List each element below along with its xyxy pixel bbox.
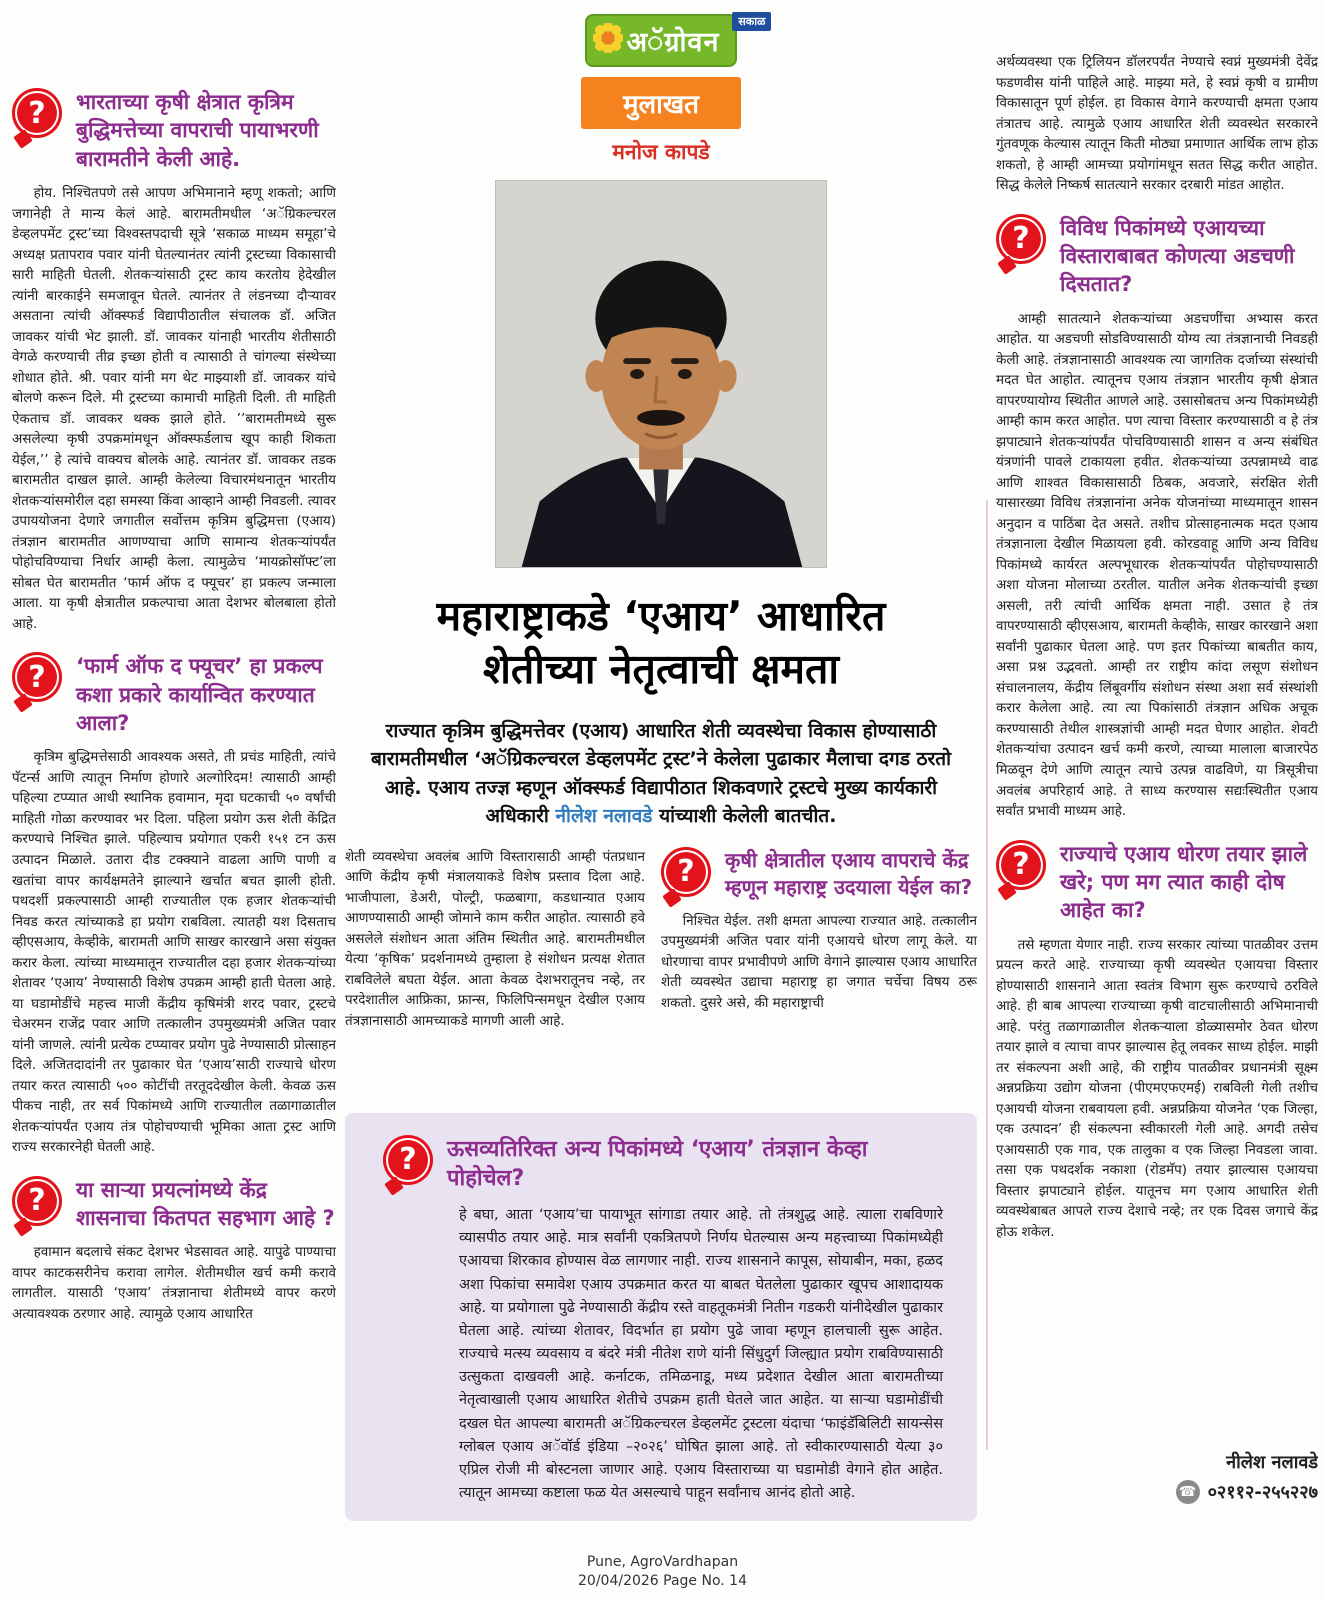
footer-publication: Pune, AgroVardhapan xyxy=(586,1553,739,1570)
agrowon-logo: अॅग्रोवन xyxy=(585,14,738,67)
question-block xyxy=(12,88,336,173)
question-column xyxy=(661,847,977,1099)
question-bubble-icon: ? xyxy=(12,652,64,704)
answer-paragraph: निश्चित येईल. तशी क्षमता आपल्या राज्यात आहे. तत्कालीन उपमुख्यमंत्री अजित पवार यांनी एआयचे धोरण लागू केले. या धोरणाचा वापर प्रभावीपणे आणि वेगाने झाल्यास एआय आधारित शेती व्यवस्थेत उद्याचा महाराष्ट्र हा जगात चर्चेचा विषय ठरू शकतो. दुसरे असे, की महाराष्ट्राची xyxy=(661,912,977,1011)
continuation-paragraph: शेती व्यवस्थेचा अवलंब आणि विस्तारासाठी आम्ही पंतप्रधान आणि केंद्रीय कृषी मंत्रालयाकडे विशेष प्रस्ताव दिला आहे. भाजीपाला, डेअरी, पोल्ट्री, फळबागा, कडधान्यात एआय आणण्यासाठी आम्ही जोमाने काम करीत आहोत. त्यासाठी हवे असलेले संशोधन आता अंतिम स्थितीत आहे. बारामतीमधील येत्या ‘कृषिक’ प्रदर्शनामध्ये तुम्हाला हे संशोधन प्रत्यक्ष शेतात राबविलेले बघता येईल. आता केवळ देशभरातूनच नव्हे, तर परदेशातील आफ्रिका, फ्रान्स, फिलिपिन्समधून देखील एआय तंत्रज्ञानासाठी आमच्याकडे मागणी आली आहे. xyxy=(345,848,645,1029)
right-column xyxy=(996,52,1318,1504)
section-badge: मुलाखत xyxy=(581,77,741,129)
question-bubble-icon: ? xyxy=(996,214,1048,266)
portrait-photo xyxy=(495,180,827,568)
phone-icon: ☎ xyxy=(1176,1480,1200,1504)
answer-paragraph: हवामान बदलाचे संकट देशभर भेडसावत आहे. यापुढे पाण्याचा वापर काटकसरीनेच करावा लागेल. शेतीमधील खर्च कमी करावे लागतील. यासाठी ‘एआय’ तंत्रज्ञानाचा शेतीमध्ये वापर करणे अत्यावश्यक ठरणार आहे. त्यामुळे एआय आधारित xyxy=(12,1244,336,1322)
answer-paragraph: आम्ही सातत्याने शेतकऱ्यांच्या अडचणींचा अभ्यास करत आहोत. या अडचणी सोडविण्यासाठी योग्य त्या तंत्रज्ञानाची निवडही केली आहे. तंत्रज्ञानासाठी आवश्यक त्या जागतिक दर्जाच्या संस्थांची मदत घेत आहोत. त्यातूनच एआय तंत्रज्ञान भारतीय कृषी क्षेत्रात वापरण्यायोग्य स्थितीत आणले आहे. उसासोबतच अन्य पिकांमध्येही आम्ही काम करत आहोत. पण त्याचा विस्तार करण्यासाठी व हे तंत्र झपाट्याने शेतकऱ्यांपर्यंत पोचविण्यासाठी शासन व अन्य संबंधित यंत्रणांनी पावले टाकायला हवीत. शेतकऱ्यांच्या उत्पन्नामध्ये वाढ आणि शाश्वत विकासासाठी ठिबक, अवजारे, संरक्षित शेती यासारख्या विविध तंत्रज्ञानांना अनेक योजनांच्या माध्यमातून शासन अनुदान व पाठिंबा देत असते. तशीच प्रोत्साहनात्मक मदत एआय तंत्रज्ञानाला देखील मिळायला हवी. कोरडवाहू आणि अन्य विविध पिकांमध्ये कार्यरत अल्पभूधारक शेतकऱ्यांपर्यंत पोहोचण्यासाठी अशा योजना मोलाच्या ठरतील. यातील अनेक शेतकऱ्यांची इच्छा असली, तरी त्यांची आर्थिक क्षमता नाही. उसात हे तंत्र वापरण्यासाठी व्हीएसआय, बारामती केव्हीके, साखर कारखाने अशा सर्वांनी पुढाकार घेतला आहे. पण इतर पिकांच्या बाबतीत काय, असा प्रश्न उद्भवतो. आम्ही तर राष्ट्रीय कांदा लसूण संशोधन संचालनालय, केंद्रीय लिंबूवर्गीय संशोधन संस्था अशा सर्व संस्थांशी करार केलेला आहे. त्या त्या पिकांसाठी तंत्रज्ञान अधिक अचूक करण्यासाठी तेथील शास्त्रज्ञांची आम्ही मदत घेणार आहोत. शेवटी शेतकऱ्यांचा उत्पादन खर्च कमी करणे, त्याच्या मालाला बाजारपेठ मिळवून देणे आणि त्यातून त्याचे उत्पन्न वाढविणे, या त्रिसूत्रीचा अवलंब अपरिहार्य आहे. ते साध्य करण्यास सद्यःस्थितीत एआय सर्वांत प्रभावी माध्यम आहे. xyxy=(996,310,1318,820)
question-block xyxy=(996,214,1318,299)
answer-paragraph: तसे म्हणता येणार नाही. राज्य सरकार त्यांच्या पातळीवर उत्तम प्रयत्न करते आहे. राज्याच्या कृषी व्यवस्थेत एआयचा विस्तार होण्यासाठी शासनाने आता स्वतंत्र विभाग सुरू करण्याचे ठरविले आहे. ही बाब आपल्या राज्याच्या कृषी वाटचालीसाठी अभिमानाची आहे. परंतु तळागाळातील शेतकऱ्याला डोळ्यासमोर ठेवत धोरण तयार झाले व त्याचा वापर झाल्यास हेतू लवकर साध्य होईल. माझी तर संकल्पना अशी आहे, की राष्ट्रीय पातळीवर प्रधानमंत्री सूक्ष्म अन्नप्रक्रिया उद्योग योजना (पीएमएफएमई) राबविली गेली तशीच एआयची योजना राबवायला हवी. अन्नप्रक्रिया योजनेत ‘एक जिल्हा, एक उत्पादन’ ही संकल्पना स्वीकारली गेली आहे. अगदी तसेच एआयसाठी एक गाव, एक तालुका व एक जिल्हा निवडला जावा. तसा एक पथदर्शक नकाशा (रोडमॅप) तयार झाल्यास एआयचा विस्तार झपाट्याने होईल. यातूनच मग एआय आधारित शेती व्यवस्थेबाबत आपले राज्य देशाचे नव्हे; तर एक दिवस जगाचे केंद्र होऊ शकेल. xyxy=(996,936,1318,1240)
column-divider xyxy=(986,500,988,1450)
answer-paragraph: हे बघा, आता ‘एआय’चा पायाभूत सांगाडा तयार आहे. तो तंत्रशुद्ध आहे. त्याला राबविणारे व्यासपीठ तयार आहे. मात्र सर्वांनी एकत्रितपणे निर्णय घेतल्यास अन्य महत्त्वाच्या पिकांमध्येही एआयचा शिरकाव होण्यास वेळ लागणार नाही. राज्य शासनाने कापूस, सोयाबीन, मका, हळद अशा पिकांचा समावेश एआय उपक्रमात करत या बाबत घेतलेला पुढाकार खूपच आशादायक आहे. या प्रयोगाला पुढे नेण्यासाठी केंद्रीय रस्ते वाहतूकमंत्री नितीन गडकरी यांनीदेखील पुढाकार घेतला आहे. त्यांच्या शेतावर, विदर्भात हा प्रयोग पुढे जावा म्हणून हालचाली सुरू आहेत. राज्याचे मत्स्य व्यवसाय व बंदरे मंत्री नीतेश राणे यांनी सिंधुदुर्ग जिल्ह्यात प्रयोग राबविण्यासाठी उत्सुकता दाखवली आहे. कर्नाटक, तमिळनाडू, मध्य प्रदेशात देखील आता बारामतीच्या नेतृत्वाखाली एआय आधारित शेतीचे उपक्रम हाती घेतले जात आहेत. या साऱ्या घडामोडींची दखल घेत आपल्या बारामती अॅग्रिकल्चरल डेव्हलमेंट ट्रस्टला यंदाचा ‘फाइंडॅबिलिटी सायन्सेस ग्लोबल एआय अॅवॉर्ड इंडिया –२०२६’ घोषित झाला आहे. तो स्वीकारण्यासाठी येत्या ३० एप्रिल रोजी मी बोस्टनला जाणार आहे. एआय विस्ताराच्या या घडामोडी वेगाने होत आहेत. त्यातून आमच्या कष्टाला फळ येत असल्याचे पाहून सर्वांनाच आनंद होतो आहे. xyxy=(459,1206,943,1502)
question-block xyxy=(383,1135,943,1194)
question-block xyxy=(12,1176,336,1233)
flower-icon xyxy=(593,23,623,53)
question-bubble-icon: ? xyxy=(12,1176,64,1228)
question-heading: भारताच्या कृषी क्षेत्रात कृत्रिम बुद्धिमत्तेच्या वापराची पायाभरणी बारामतीने केली आहे. xyxy=(76,90,319,171)
signature-name: नीलेश नलावडे xyxy=(1226,1452,1318,1473)
question-heading: विविध पिकांमध्ये एआयच्या विस्ताराबाबत कोणत्या अडचणी दिसतात? xyxy=(1060,215,1295,297)
answer-paragraph: होय. निश्चितपणे तसे आपण अभिमानाने म्हणू शकतो; आणि जगानेही ते मान्य केलं आहे. बारामतीमधील ‘अॅग्रिकल्चरल डेव्हलपमेंट ट्रस्ट’च्या विश्वस्तपदाची सूत्रे ‘सकाळ माध्यम समूहा’चे अध्यक्ष प्रतापराव पवार यांनी घेतल्यानंतर त्यांनी ट्रस्टच्या विकासाची सारी माहिती घेतली. शेतकऱ्यांसाठी ट्रस्ट काय करतोय हेदेखील त्यांनी बारकाईने समजावून घेतले. त्यानंतर ते लंडनच्या दौऱ्यावर असताना त्यांची ऑक्स्फर्ड विद्यापीठातील संचालक डॉ. अजित जावकर यांची भेट झाली. डॉ. जावकर यांनाही भारतीय शेतीसाठी वेगळे करण्याची तीव्र इच्छा होती व त्यासाठी ते चांगल्या संस्थेच्या शोधात होते. श्री. पवार यांनी मग थेट माझ्याशी डॉ. जावकर यांचे बोलणे करून दिले. मी ट्रस्टच्या कामाची माहिती दिली. ती माहिती ऐकताच डॉ. जावकर थक्क झाले होते. ’’बारामतीमध्ये सुरू असलेल्या कृषी उपक्रमांमधून ऑक्स्फर्डलाच खूप काही शिकता येईल,’’ हे त्यांचे वाक्यच बोलके आहे. त्यानंतर डॉ. जावकर तडक बारामतीत दाखल झाले. आम्ही केलेल्या विचारमंथनातून भारतीय शेतकऱ्यांसमोरील दहा समस्या किंवा आव्हाने आम्ही निवडली. त्यावर उपाययोजना देणारे जगातील सर्वोत्तम कृत्रिम बुद्धिमत्ता (एआय) तंत्रज्ञान बारामतीत आणण्याचा आणि सामान्य शेतकऱ्यांपर्यंत पोहोचविण्याचा निर्धार आम्ही केला. त्यामुळेच ‘मायक्रोसॉफ्ट’ला सोबत घेत बारामतीत ‘फार्म ऑफ द फ्यूचर’ हा प्रकल्प जन्माला आला. या कृषी क्षेत्रातील प्रकल्पाचा आता देशभर बोलबाला होतो आहे. xyxy=(12,185,336,632)
author-byline: मनोज कापडे xyxy=(612,140,710,164)
question-bubble-icon: ? xyxy=(383,1135,435,1187)
question-heading: कृषी क्षेत्रातील एआय वापराचे केंद्र म्हणून महाराष्ट्र उदयाला येईल का? xyxy=(725,847,973,899)
continuation-paragraph: अर्थव्यवस्था एक ट्रिलियन डॉलरपर्यंत नेण्याचे स्वप्नं मुख्यमंत्री देवेंद्र फडणवीस यांनी पाहिले आहे. माझ्या मते, हे स्वप्नं कृषी व ग्रामीण विकासातून पूर्ण होईल. हा विकास वेगाने करण्याची क्षमता एआय तंत्रातच आहे. त्यामुळे एआय आधारित शेती व्यवस्थेत सरकारने गुंतवणूक केल्यास त्यातून किती मोठ्या प्रमाणात आर्थिक लाभ होऊ शकतो, हे आम्ही आमच्या प्रयोगांमधून सतत सिद्ध करीत आहोत. सिद्ध केलेले निष्कर्ष सातत्याने सरकार दरबारी मांडत आहोत. xyxy=(996,54,1318,194)
highlighted-name: नीलेश नलावडे xyxy=(555,805,653,828)
question-heading: राज्याचे एआय धोरण तयार झाले खरे; पण मग त्यात काही दोष आहेत का? xyxy=(1060,841,1308,923)
phone-number: ०२११२-२५५२२७ xyxy=(1207,1482,1318,1503)
contact-row xyxy=(996,1480,1318,1504)
question-heading: ऊसव्यतिरिक्त अन्य पिकांमध्ये ‘एआय’ तंत्रज्ञान केव्हा पोहोचेल? xyxy=(447,1136,868,1192)
question-bubble-icon: ? xyxy=(996,840,1048,892)
intro-paragraph: राज्यात कृत्रिम बुद्धिमत्तेवर (एआय) आधारित शेती व्यवस्थेचा विकास होण्यासाठी बारामतीमधील ‘अॅग्रिकल्चरल डेव्हलपमेंट ट्रस्ट’ने केलेला पुढाकार मैलाचा दगड ठरतो आहे. एआय तज्ज्ञ म्हणून ऑक्स्फर्ड विद्यापीठात शिकवणारे ट्रस्टचे मुख्य कार्यकारी अधिकारी नीलेश नलावडे यांच्याशी केलेली बातचीत. xyxy=(370,719,952,828)
continuation-column xyxy=(345,847,645,1099)
left-column xyxy=(12,70,336,1580)
page-footer xyxy=(0,1553,1325,1592)
question-bubble-icon: ? xyxy=(661,847,713,899)
center-column xyxy=(345,6,977,1566)
headline: महाराष्ट्राकडे ‘एआय’ आधारित शेतीच्या नेतृत्वाची क्षमता xyxy=(436,592,886,694)
question-block xyxy=(996,840,1318,925)
question-heading: ‘फार्म ऑफ द फ्यूचर’ हा प्रकल्प कशा प्रकारे कार्यान्वित करण्यात आला? xyxy=(76,654,323,736)
question-block xyxy=(661,847,977,901)
question-heading: या साऱ्या प्रयत्नांमध्ये केंद्र शासनाचा कितपत सहभाग आहे ? xyxy=(76,1177,335,1231)
highlight-box xyxy=(345,1113,977,1521)
answer-paragraph: कृत्रिम बुद्धिमत्तेसाठी आवश्यक असते, ती प्रचंड माहिती, त्यांचे पॅटर्न्स आणि त्यातून निर्माण होणारे अल्गोरिदम! त्यासाठी आम्ही पहिल्या टप्प्यात आधी स्थानिक हवामान, मृदा घटकाची ५० वर्षांची माहिती गोळा करण्यावर भर दिला. पहिला प्रयोग ऊस शेती केंद्रित करण्याचे निश्चित झाले. पहिल्याच प्रयोगात एकरी १५१ टन ऊस उत्पादन मिळाले. उतारा दीड टक्क्याने वाढला आणि पाणी व खतांचा वापर कार्यक्षमतेने झाल्याने खर्चात बचत झाली होती. पथदर्शी प्रकल्पासाठी आम्ही राज्यातील एक हजार शेतकऱ्यांची निवड करत त्यांच्याकडे हा प्रयोग राबविला. त्यातही यश दिसताच व्हीएसआय, केव्हीके, बारामती आणि साखर कारखाने असा संयुक्त करार केला. त्यांच्या माध्यमातून राज्यातील दहा हजार शेतकऱ्यांच्या शेतावर ‘एआय’ नेण्यासाठी विशेष उपक्रम आम्ही हाती घेतला आहे. या घडामोडींचे महत्त्व माजी केंद्रीय कृषिमंत्री शरद पवार, ट्रस्टचे चेअरमन राजेंद्र पवार आणि तत्कालीन उपमुख्यमंत्री अजित पवार यांनी जाणले. त्यांनी प्रत्येक टप्प्यावर प्रयोग पुढे नेण्यासाठी प्रोत्साहन दिले. अजितदादांनी तर पुढाकार घेत ‘एआय’साठी राज्याचे धोरण तयार करत त्यासाठी ५०० कोटींची तरतूददेखील केली. केवळ ऊस पीकच नाही, तर सर्व पिकांमध्ये आणि राज्यातील तळागाळातील शेतकऱ्यांपर्यंत एआय तंत्र पोहोचण्याची भूमिका आता ट्रस्ट आणि राज्य सरकारनेही घेतली आहे. xyxy=(12,749,336,1156)
question-block xyxy=(12,652,336,737)
center-subcolumns xyxy=(345,847,977,1099)
question-bubble-icon: ? xyxy=(12,88,64,140)
footer-date-page: 20/04/2026 Page No. 14 xyxy=(578,1573,747,1590)
sakal-logo: सकाळ xyxy=(732,12,771,31)
masthead xyxy=(345,6,977,166)
